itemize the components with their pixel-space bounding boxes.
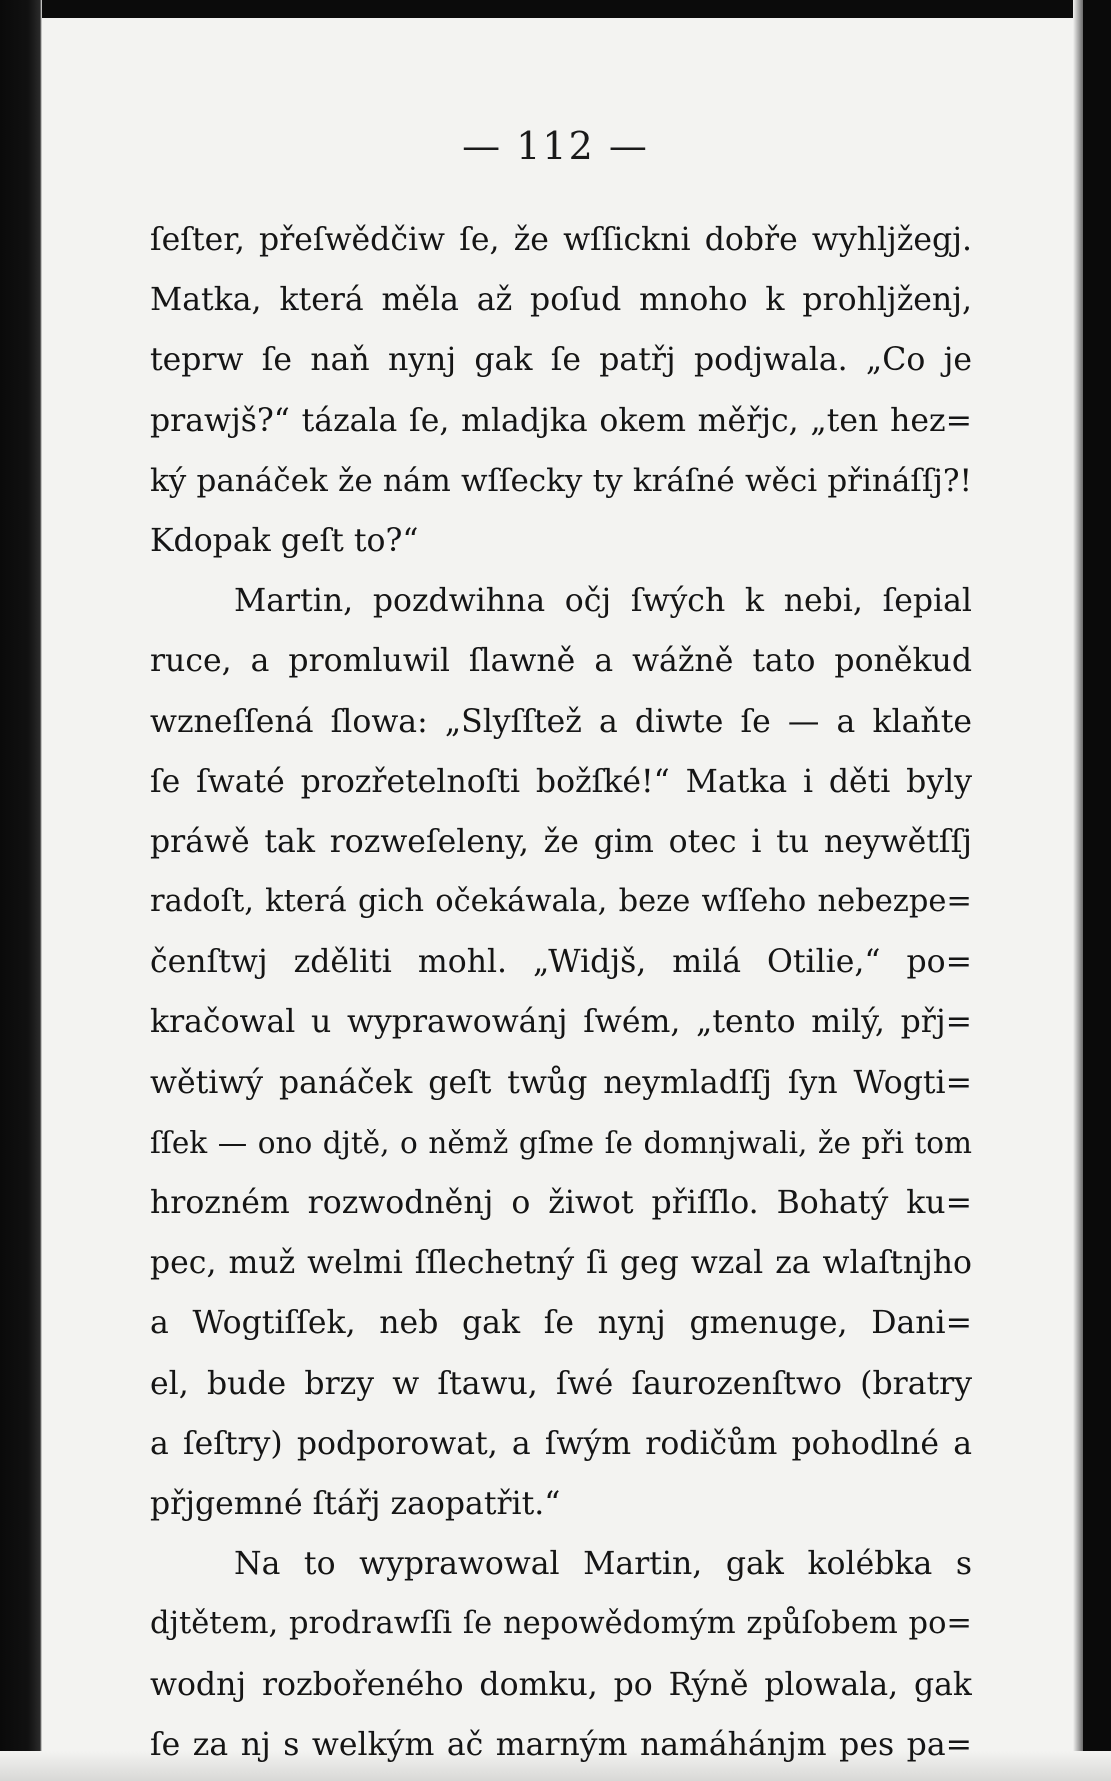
- text-line: čenſtwj zděliti mohl. „Widjš, milá Otilie,“ po=: [150, 944, 972, 981]
- text-line: wětiwý panáček geſt twůg neymladſſj ſyn Wogti=: [150, 1064, 972, 1101]
- text-line: ký panáček že nám wſſecky ty kráſné wěci přináſſj?!: [150, 462, 972, 499]
- text-line: hrozném rozwodněnj o žiwot přiſſlo. Bohatý ku=: [150, 1185, 972, 1221]
- text-line: prawjš?“ tázala ſe, mladjka okem měřjc, „ten hez=: [150, 402, 972, 439]
- text-line: ſe za nj s welkým ač marným namáhánjm pes pa=: [150, 1726, 972, 1763]
- text-line: radoſt, která gich očekáwala, beze wſſeho nebezpe=: [150, 884, 972, 920]
- text-line: djtětem, prodrawſſi ſe nepowědomým způſobem po=: [150, 1606, 972, 1642]
- text-line: ſſek — ono djtě, o němž gſme ſe domnjwali, že při tom: [150, 1125, 972, 1160]
- text-line: el, bude brzy w ſtawu, ſwé ſaurozenſtwo (bratry: [150, 1365, 972, 1402]
- text-line: Matka, která měla až poſud mnoho k prohljženj,: [150, 282, 972, 319]
- text-line: Kdopak geſt to?“: [150, 522, 419, 559]
- text-line: kračowal u wyprawowánj ſwém, „tento milý, přj=: [150, 1004, 972, 1041]
- paragraph-start-line: Martin, pozdwihna očj ſwých k nebi, ſepial: [234, 583, 972, 620]
- text-line: ruce, a promluwil ſlawně a wážně tato poněkud: [150, 643, 972, 680]
- body-text: [150, 210, 972, 1775]
- page-number: — 112 —: [462, 124, 649, 168]
- scan-top-border: [0, 0, 1111, 18]
- text-line: pec, muž welmi ſſlechetný ſi geg wzal za wlaſtnjho: [150, 1245, 972, 1282]
- text-line: přjgemné ſtářj zaopatřit.“: [150, 1485, 561, 1522]
- scan-right-border: [1083, 0, 1111, 1781]
- text-line: práwě tak rozweſeleny, že gim otec i tu neywětſſj: [150, 823, 972, 860]
- text-line: teprw ſe naň nynj gak ſe patřj podjwala. „Co je: [150, 342, 972, 379]
- paragraph-start-line: Na to wyprawowal Martin, gak kolébka s: [234, 1546, 972, 1583]
- text-line: wzneſſená ſlowa: „Slyſſtež a diwte ſe — a klaňte: [150, 703, 972, 740]
- text-line: ſeſter, přeſwědčiw ſe, že wſſickni dobře wyhljžegj.: [150, 222, 972, 258]
- text-line: a Wogtiſſek, neb gak ſe nynj gmenuge, Dani=: [150, 1305, 972, 1342]
- scan-left-border: [0, 0, 42, 1781]
- page-gutter-shadow: [1073, 0, 1083, 1781]
- text-line: ſe ſwaté prozřetelnoſti božſké!“ Matka i děti byly: [150, 763, 972, 800]
- text-line: wodnj rozbořeného domku, po Rýně plowala, gak: [150, 1666, 972, 1703]
- text-line: a ſeſtry) podporowat, a ſwým rodičům pohodlné a: [150, 1425, 972, 1462]
